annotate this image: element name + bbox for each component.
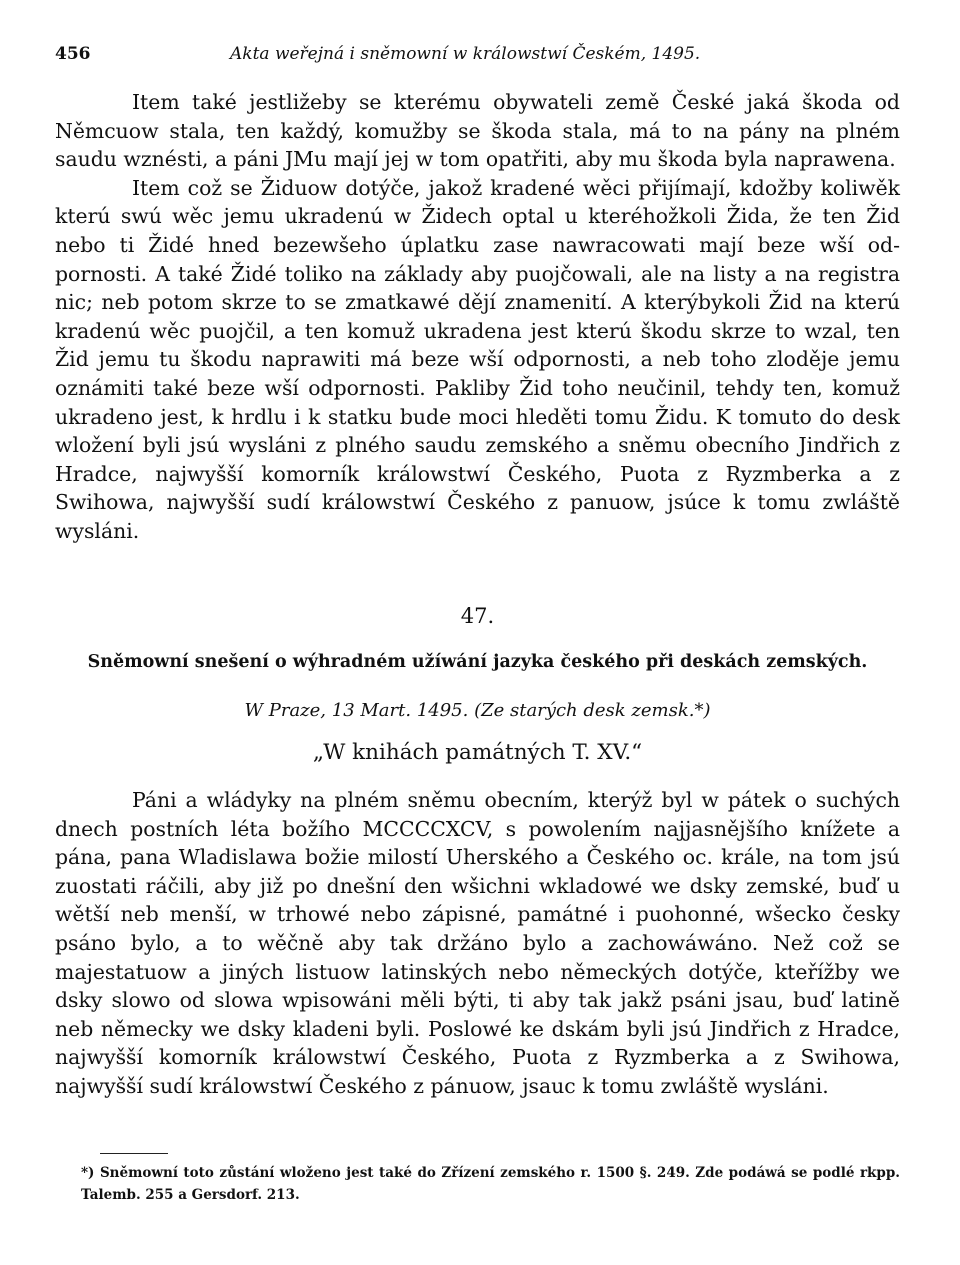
footnote-divider (100, 1153, 168, 1154)
body-text-block-2 (55, 786, 900, 1101)
paragraph: Item také jestližeby se kterému obywateli země České jaká škoda od Němcuow stala, ten každý, komužby se škoda stala, má to na pány na plném saudu wznésti, a páni JMu mají jej w tom opatřiti, aby mu škoda byla naprawena. (55, 90, 900, 172)
document-book-title: „W knihách památných T. XV.“ (312, 740, 643, 765)
paragraph: Item což se Židuow dotýče, jakož kradené wěci přijímají, kdožby koliwěk kterú swú wěc jemu ukradenú w Židech optal u kteréhožkoli Žida, že ten Žid nebo ti Židé hned bezewšeho úplatku zase nawracowati mají beze wší odpornosti. A také Židé toliko na základy aby puojčowali, ale na listy a na registra nic; neb potom skrze to se zmatkawé dějí znamenití. A kterýbykoli Žid na kterú kradenú wěc puojčil, a ten komuž ukradena jest kterú škodu skrze to wzal, ten Žid jemu tu škodu naprawiti má beze wší odpornosti, a neb toho zloděje jemu oznámiti také beze wší odpornosti. Pakliby Žid toho neučinil, tehdy ten, komuž ukradeno jest, k hrdlu i k statku bude moci hleděti tomu Židu. K tomuto do desk wložení byli jsú wysláni z plného saudu zemského a sněmu obecního Jindřich z Hradce, najwyšší komorník králowstwí Českého, Puota z Ryzmberka a z Swihowa, najwyšší sudí králowstwí Českého z panuow, jsúce k tomu zwláště wysláni. (55, 175, 900, 543)
paragraph: Páni a wládyky na plném sněmu obecním, kterýž byl w pátek o suchých dnech postních léta božího MCCCCXCV, s powolením najjasnějšího knížete a pána, pana Wladislawa božie milostí Uherského a Českého oc. krále, na tom jsú zuostati ráčili, aby již po dnešní den wšichni wkladowé we dsky zemské, buď u wětší neb menší, w trhowé nebo zápisné, památné i puohonné, wšecko česky psáno bylo, a to wěčně aby tak držáno bylo a zachowáwáno. Než což se majestatuow a jiných listuow latinských nebo německých dotýče, kteřížby we dsky slowo od slowa wpisowáni měli býti, ti aby tak jakž psáni jsau, buď latině neb německy we dsky kladeni byli. Poslowé ke dskám byli jsú Jindřich z Hradce, najwyšší komorník králowstwí Českého, Puota z Ryzmberka a z Swihowa, najwyšší sudí králowstwí Českého z pánuow, jsauc k tomu zwláště wysláni. (55, 788, 900, 1098)
body-text-block-1 (55, 88, 900, 546)
document-heading: Sněmowní snešení o wýhradném užíwání jazyka českého při deskách zemských. (87, 652, 868, 672)
running-title: Akta weřejná i sněmowní w králowstwí Českém, 1495. (230, 44, 701, 64)
page (55, 0, 900, 1265)
footnote: *) Sněmowní toto zůstání wloženo jest také do Zřízení zemského r. 1500 §. 249. Zde podáwá se podlé rkpp. Talemb. 255 a Gersdorf. 213. (81, 1165, 900, 1203)
document-dateline: W Praze, 13 Mart. 1495. (Ze starých desk zemsk.*) (244, 700, 711, 721)
running-head (55, 44, 900, 70)
document-number: 47. (460, 604, 495, 628)
page-number: 456 (55, 44, 91, 64)
